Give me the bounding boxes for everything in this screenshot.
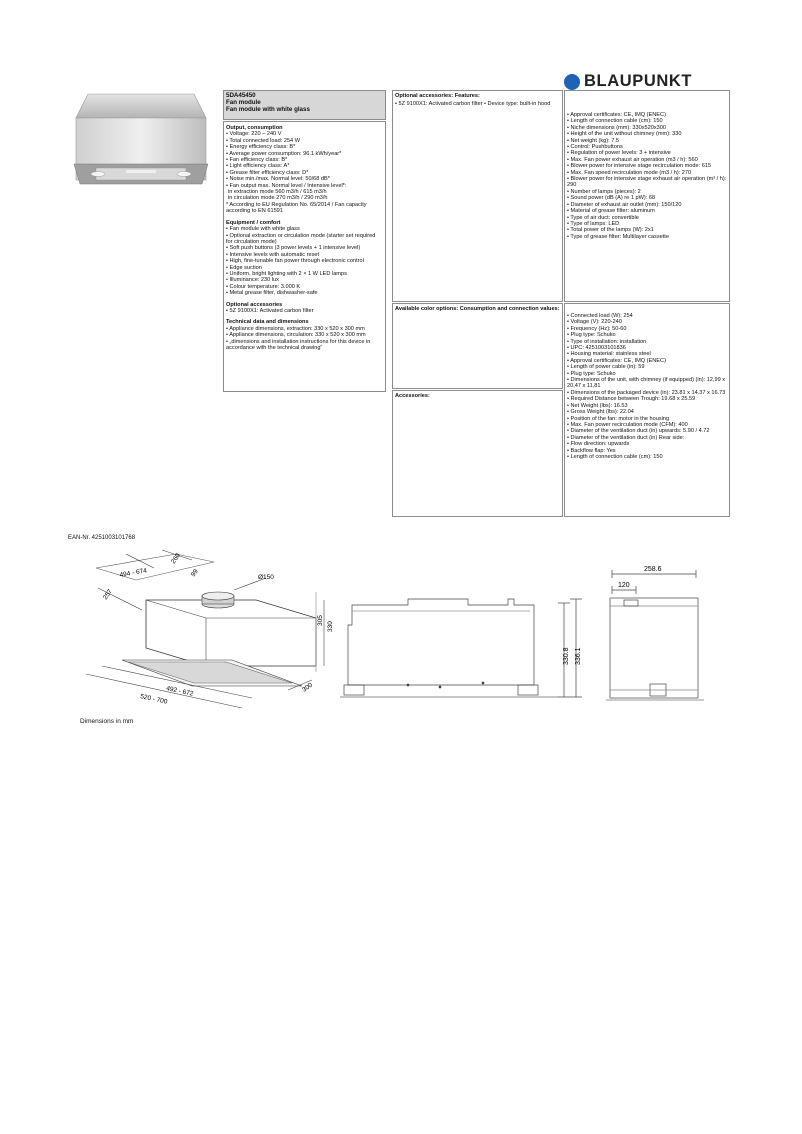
output-item: • Noise min./max. Normal level: 50/68 dB* <box>226 176 330 183</box>
consumption-item: • Length of power cable (in): 59 <box>567 364 645 371</box>
optional-text: • 5Z 9100X1: Activated carbon filter <box>395 101 483 108</box>
output-item: in circulation mode 270 m3/h / 290 m3/h <box>228 195 328 202</box>
feature-item: • Niche dimensions (mm): 330x520x300 <box>567 124 666 131</box>
output-item: • Light efficiency class: A* <box>226 163 290 170</box>
feature-item: • Diameter of exhaust air outlet (mm): 150/120 <box>567 201 682 208</box>
consumption-list-box <box>564 303 730 517</box>
equipment-item: • Soft push buttons (3 power levels + 1 intensive level) <box>226 245 361 252</box>
equipment-title: Equipment / comfort <box>226 219 281 226</box>
equipment-item: • Edge suction <box>226 264 262 271</box>
consumption-item: • Connected load (W): 254 <box>567 313 633 319</box>
product-image <box>66 88 216 198</box>
optional-features-box <box>392 90 563 302</box>
consumption-item: • Required Distance between Trough: 19.68 x 25.59 <box>567 396 696 403</box>
feature-item: • Net weight (kg): 7.5 <box>567 137 620 144</box>
feature-item: • Material of grease filter: aluminum <box>567 208 655 215</box>
consumption-item: • UPC: 4251003101836 <box>567 345 626 352</box>
output-item: • Average power consumption: 96.1 kWh/year* <box>226 150 342 157</box>
brand-logo-icon <box>564 74 580 90</box>
consumption-item: • Position of the fan: motor in the housing <box>567 415 670 422</box>
feature-item: • Max. Fan speed recirculation mode (m3 / h): 270 <box>567 169 692 176</box>
consumption-item: • Type of installation: installation <box>567 338 647 345</box>
feature-item: • Blower power for intensive stage recirculation mode: 615 <box>567 163 712 170</box>
feature-item: • Sound power (dB (A) re 1 pW): 68 <box>567 195 656 202</box>
drawing-isometric <box>66 548 336 713</box>
dim-label: 494 - 674 <box>119 567 148 579</box>
dim-label: Ø150 <box>258 574 274 581</box>
technical-item: • „dimensions and installation instructions for this device in accordance with the technical drawing“ <box>226 338 371 351</box>
consumption-item: • Approval certificates: CE, IMQ (ENEC) <box>567 357 666 364</box>
output-item: in extraction mode 560 m3/h / 615 m3/h <box>228 189 327 196</box>
ean-number: EAN-Nr. 4251003101768 <box>68 535 136 541</box>
equipment-item: • High, fine-tunable fan power through electronic control <box>226 258 364 265</box>
feature-item: • Blower power for intensive stage exhaust air operation (m³ / h): 290 <box>567 176 727 189</box>
feature-item: • Total power of the lamps (W): 2x1 <box>567 227 654 234</box>
dim-label: 520 - 700 <box>139 693 168 706</box>
output-item: • Fan efficiency class: B* <box>226 157 288 164</box>
drawing-side <box>338 585 584 707</box>
color-heading: Available color options: <box>395 306 459 312</box>
output-item: • Voltage: 220 – 240 V <box>226 131 282 138</box>
output-item: • Energy efficiency class: B* <box>226 144 296 151</box>
consumption-item: • Max. Fan power recirculation mode (CFM): 400 <box>567 421 688 428</box>
consumption-heading: Consumption and connection values: <box>459 306 560 312</box>
feature-item: • Approval certificates: CE, IMQ (ENEC) <box>567 112 666 118</box>
consumption-item: • Backflow flap: Yes <box>567 447 616 454</box>
consumption-item: • Dimensions of the packaged device (in): 23.81 x 14.37 x 16.73 <box>567 389 726 396</box>
consumption-item: • Housing material: stainless steel <box>567 351 651 358</box>
technical-item: • Appliance dimensions, circulation: 330 x 520 x 300 mm <box>226 332 366 339</box>
output-footnote: * According to EU Regulation No. 65/2014 / Fan capacity according to EN 61591 <box>226 201 367 215</box>
consumption-item: • Dimensions of the unit, with chimney (if equipped) (in): 12,99 x 20,47 x 11,81 <box>567 377 726 390</box>
equipment-item: • Illuminance: 230 lux <box>226 277 279 284</box>
equipment-item: • Metal grease filter, dishwasher-safe <box>226 290 318 297</box>
consumption-item: • Voltage (V): 220-240 <box>567 319 622 326</box>
optional-heading: Optional accessories: <box>395 93 454 99</box>
feature-item: • Type of grease filter: Multilayer cassette <box>567 233 669 240</box>
technical-title: Technical data and dimensions <box>226 319 309 326</box>
features-heading: Features: <box>454 93 480 99</box>
feature-item: • Height of the unit without chimney (mm): 330 <box>567 131 682 138</box>
feature-item: • Type of air duct: convertible <box>567 214 639 221</box>
brand-logo <box>564 72 709 92</box>
consumption-item: • Length of connection cable (cm): 150 <box>567 453 663 460</box>
feature-item: • Max. Fan power exhaust air operation (m3 / h): 560 <box>567 156 698 163</box>
consumption-item: • Plug type: Schuko <box>567 332 616 339</box>
dim-label: 120 <box>618 582 630 589</box>
feature-item: • Number of lamps (pieces): 2 <box>567 188 641 195</box>
equipment-item: • Fan module with white glass <box>226 226 300 233</box>
drawing-front <box>604 560 708 710</box>
dim-label: 330.8 <box>563 647 570 665</box>
dim-label: 300 <box>301 681 315 694</box>
consumption-item: • Diameter of the ventilation duct (in) Rear side: <box>567 434 685 441</box>
side-dimension-labels <box>338 585 584 707</box>
feature-item: • Control: Pushbuttons <box>567 144 623 151</box>
iso-dimension-labels <box>66 548 336 713</box>
dim-label: 258.6 <box>644 566 662 573</box>
consumption-item: • Flow direction: upwards <box>567 441 630 448</box>
output-item: • Grease filter efficiency class: D* <box>226 169 309 176</box>
consumption-item: • Gross Weight (lbs): 22.04 <box>567 409 634 416</box>
optional-title: Optional accessories <box>226 301 283 308</box>
feature-item: • Type of lamps: LED <box>567 220 620 227</box>
dim-label: 260 <box>169 552 182 566</box>
consumption-item: • Net Weight (lbs): 16.53 <box>567 402 628 409</box>
consumption-item: • Plug type: Schuko <box>567 370 616 377</box>
dim-label: 99 <box>189 568 200 579</box>
product-model: 5DA45450 <box>226 92 256 99</box>
output-item: • Total connected load: 254 W <box>226 137 300 144</box>
drawing-caption: Dimensions in mm <box>80 718 134 725</box>
output-title: Output, consumption <box>226 125 283 131</box>
product-header <box>223 90 386 120</box>
equipment-item: • Colour temperature: 3.000 K <box>226 283 301 290</box>
accessories-box <box>392 390 563 517</box>
brand-name: BLAUPUNKT <box>584 72 693 90</box>
product-subtitle: Fan module with white glass <box>226 106 310 114</box>
accessories-heading: Accessories: <box>395 393 430 399</box>
optional-item: • 5Z 9100X1: Activated carbon filter <box>226 307 314 314</box>
dim-label: 330 <box>327 621 334 632</box>
output-item: • Fan output max. Normal level / Intensive level*: <box>226 182 347 189</box>
equipment-item: • Optional extraction or circulation mode (starter set required for circulation mode) <box>226 232 376 245</box>
dim-label: 305 <box>317 615 324 626</box>
features-text: • Device type: built-in hood <box>484 101 551 108</box>
dim-label: 336.1 <box>575 647 582 665</box>
color-options-box <box>392 303 563 389</box>
dim-label: 492 - 672 <box>165 685 194 698</box>
consumption-item: • Diameter of the ventilation duct (in) upwards: 5.90 / 4.72 <box>567 428 710 435</box>
feature-item: • Length of connection cable (cm): 150 <box>567 118 663 125</box>
equipment-item: • Intensive levels with automatic reset <box>226 251 320 258</box>
spec-left-column <box>223 121 386 392</box>
features-list-box <box>564 90 730 302</box>
consumption-item: • Frequency (Hz): 50-60 <box>567 325 627 332</box>
dim-label: 257 <box>101 588 114 602</box>
feature-item: • Regulation of power levels: 3 + intensive <box>567 150 671 157</box>
equipment-item: • Uniform, bright lighting with 2 × 1 W LED lamps <box>226 270 347 277</box>
technical-item: • Appliance dimensions, extraction: 330 x 520 x 300 mm <box>226 325 365 332</box>
product-type: Fan module <box>226 99 261 107</box>
front-dimension-labels <box>604 560 708 710</box>
